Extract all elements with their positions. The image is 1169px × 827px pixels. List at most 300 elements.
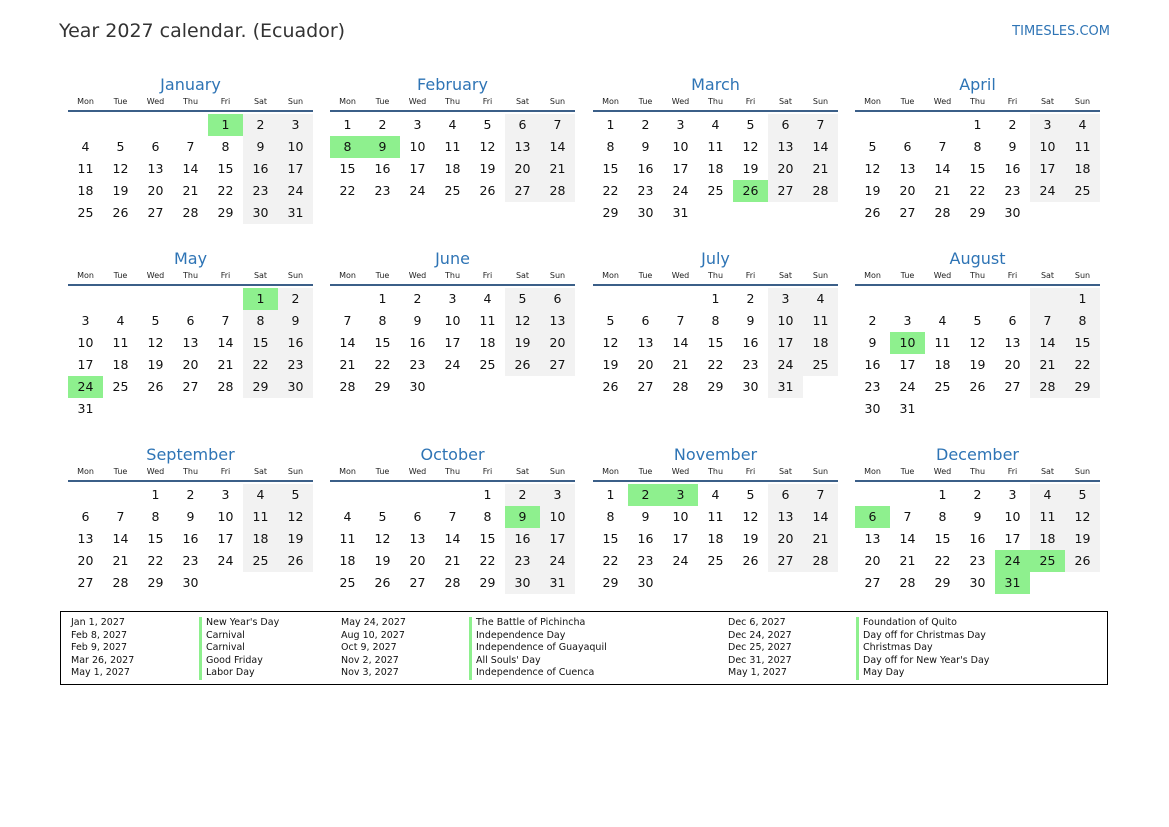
day-cell: 27 (864, 575, 881, 590)
day-cell: 7 (540, 114, 575, 136)
empty-cell (733, 572, 768, 594)
day-grid (330, 288, 575, 398)
day-cell: 29 (243, 376, 278, 398)
day-cell: 6 (855, 506, 890, 528)
empty-cell (1030, 288, 1065, 310)
day-cell: 31 (768, 376, 803, 398)
day-cell: 25 (444, 183, 461, 198)
day-cell: 19 (374, 553, 391, 568)
day-cell: 22 (1065, 354, 1100, 376)
day-cell: 31 (540, 572, 575, 594)
day-cell: 10 (1030, 136, 1065, 158)
day-cell: 8 (221, 139, 230, 154)
weekday-label: Sun (812, 271, 829, 280)
day-cell: 26 (742, 553, 759, 568)
day-cell: 16 (1004, 161, 1021, 176)
weekday-label: Sun (287, 467, 304, 476)
empty-cell (1030, 202, 1065, 224)
day-cell: 28 (803, 180, 838, 202)
weekday-header (855, 270, 1100, 286)
holiday-legend (60, 611, 1108, 685)
weekday-label: Fri (220, 97, 231, 106)
day-cell: 19 (112, 183, 129, 198)
holiday-name: Good Friday (199, 655, 263, 668)
month-may (68, 248, 313, 420)
day-cell: 24 (409, 183, 426, 198)
month-february (330, 74, 575, 202)
weekday-header (593, 466, 838, 482)
day-cell: 16 (243, 158, 278, 180)
day-cell: 6 (768, 484, 803, 506)
day-cell: 12 (742, 139, 759, 154)
weekday-label: Sun (812, 467, 829, 476)
day-cell: 5 (378, 509, 387, 524)
weekday-label: Sat (778, 271, 793, 280)
day-cell: 4 (343, 509, 352, 524)
day-cell: 14 (182, 161, 199, 176)
day-cell: 22 (602, 183, 619, 198)
weekday-label: Tue (638, 467, 653, 476)
day-cell: 1 (483, 487, 492, 502)
day-cell: 29 (969, 205, 986, 220)
day-cell: 10 (444, 313, 461, 328)
day-cell: 27 (409, 575, 426, 590)
day-cell: 3 (278, 114, 313, 136)
day-cell: 30 (864, 401, 881, 416)
holiday-date: Dec 31, 2027 (728, 654, 792, 666)
day-cell: 7 (938, 139, 947, 154)
day-cell: 14 (339, 335, 356, 350)
weekday-label: Tue (113, 271, 128, 280)
day-cell: 2 (868, 313, 877, 328)
day-cell: 14 (672, 335, 689, 350)
holiday-date: May 1, 2027 (71, 667, 130, 678)
day-cell: 17 (672, 161, 689, 176)
day-cell: 18 (1065, 158, 1100, 180)
day-cell: 10 (768, 310, 803, 332)
day-cell: 20 (768, 528, 803, 550)
day-cell: 14 (540, 136, 575, 158)
empty-cell (68, 484, 103, 506)
empty-cell (960, 398, 995, 420)
weekday-label: Sat (1040, 271, 1055, 280)
day-cell: 18 (479, 335, 496, 350)
day-cell: 9 (278, 310, 313, 332)
day-cell: 9 (243, 136, 278, 158)
month-name: January (160, 75, 221, 94)
month-name: May (173, 249, 208, 268)
weekday-label: Thu (969, 97, 986, 106)
day-cell: 20 (147, 183, 164, 198)
empty-cell (208, 288, 243, 310)
day-cell: 29 (602, 205, 619, 220)
day-cell: 23 (182, 553, 199, 568)
holiday-name: Carnival (199, 630, 245, 643)
month-march (593, 74, 838, 224)
day-cell: 31 (995, 572, 1030, 594)
day-cell: 4 (243, 484, 278, 506)
day-grid (68, 484, 313, 594)
day-cell: 15 (602, 161, 619, 176)
day-cell: 30 (278, 376, 313, 398)
weekday-label: Thu (444, 467, 461, 476)
weekday-label: Mon (864, 467, 881, 476)
empty-cell (278, 398, 313, 420)
day-cell: 19 (864, 183, 881, 198)
day-cell: 14 (934, 161, 951, 176)
day-cell: 26 (147, 379, 164, 394)
month-january (68, 74, 313, 224)
weekday-label: Thu (444, 97, 461, 106)
empty-cell (435, 376, 470, 398)
empty-cell (1065, 398, 1100, 420)
weekday-label: Thu (182, 467, 199, 476)
day-cell: 16 (637, 531, 654, 546)
day-cell: 10 (540, 506, 575, 528)
empty-cell (103, 288, 138, 310)
day-cell: 13 (768, 506, 803, 528)
day-cell: 26 (602, 379, 619, 394)
day-cell: 8 (151, 509, 160, 524)
day-cell: 29 (147, 575, 164, 590)
day-cell: 11 (803, 310, 838, 332)
day-cell: 23 (1004, 183, 1021, 198)
day-cell: 21 (182, 183, 199, 198)
holiday-row (341, 630, 607, 643)
day-cell: 11 (1065, 136, 1100, 158)
month-april (855, 74, 1100, 224)
day-cell: 20 (77, 553, 94, 568)
day-cell: 17 (409, 161, 426, 176)
day-cell: 12 (505, 310, 540, 332)
day-cell: 20 (899, 183, 916, 198)
day-cell: 10 (672, 509, 689, 524)
holiday-name: Day off for Christmas Day (856, 630, 986, 643)
month-name: August (949, 249, 1006, 268)
day-cell: 11 (479, 313, 496, 328)
day-cell: 25 (112, 379, 129, 394)
empty-cell (803, 202, 838, 224)
day-cell: 14 (217, 335, 234, 350)
day-cell: 10 (1004, 509, 1021, 524)
day-cell: 23 (243, 180, 278, 202)
holiday-date: May 24, 2027 (341, 617, 406, 628)
day-cell: 5 (746, 487, 755, 502)
day-cell: 19 (147, 357, 164, 372)
holiday-date: May 1, 2027 (728, 667, 787, 678)
day-cell: 1 (151, 487, 160, 502)
day-cell: 20 (540, 332, 575, 354)
weekday-label: Mon (602, 271, 619, 280)
day-grid (330, 114, 575, 202)
month-name: November (673, 445, 758, 464)
weekday-label: Tue (638, 97, 653, 106)
holiday-name: Labor Day (199, 667, 255, 680)
day-cell: 13 (864, 531, 881, 546)
day-cell: 15 (707, 335, 724, 350)
day-cell: 3 (221, 487, 230, 502)
month-november (593, 444, 838, 594)
weekday-label: Sun (1074, 97, 1091, 106)
weekday-header (855, 466, 1100, 482)
day-cell: 1 (343, 117, 352, 132)
empty-cell (1030, 572, 1065, 594)
day-cell: 28 (803, 550, 838, 572)
empty-cell (103, 114, 138, 136)
day-cell: 21 (1030, 354, 1065, 376)
day-cell: 21 (934, 183, 951, 198)
day-cell: 18 (803, 332, 838, 354)
day-cell: 27 (505, 180, 540, 202)
day-cell: 18 (707, 161, 724, 176)
day-cell: 18 (77, 183, 94, 198)
day-cell: 20 (768, 158, 803, 180)
day-cell: 30 (969, 575, 986, 590)
empty-cell (400, 484, 435, 506)
day-cell: 31 (672, 205, 689, 220)
holiday-name: May Day (856, 667, 904, 680)
day-cell: 8 (243, 310, 278, 332)
weekday-label: Mon (339, 271, 356, 280)
day-cell: 16 (182, 531, 199, 546)
empty-cell (330, 288, 365, 310)
day-cell: 10 (77, 335, 94, 350)
day-cell: 25 (707, 183, 724, 198)
day-cell: 11 (1030, 506, 1065, 528)
empty-cell (628, 288, 663, 310)
day-cell: 11 (339, 531, 356, 546)
day-cell: 5 (606, 313, 615, 328)
month-june (330, 248, 575, 398)
day-cell: 14 (112, 531, 129, 546)
day-cell: 24 (1030, 180, 1065, 202)
day-cell: 17 (278, 158, 313, 180)
day-cell: 15 (479, 531, 496, 546)
day-cell: 10 (672, 139, 689, 154)
day-cell: 28 (444, 575, 461, 590)
weekday-label: Sun (812, 97, 829, 106)
weekday-label: Wed (671, 97, 690, 106)
day-cell: 5 (151, 313, 160, 328)
day-cell: 26 (505, 354, 540, 376)
weekday-label: Tue (375, 97, 390, 106)
empty-cell (1065, 202, 1100, 224)
empty-cell (68, 288, 103, 310)
weekday-label: Mon (339, 97, 356, 106)
day-cell: 13 (409, 531, 426, 546)
day-cell: 17 (217, 531, 234, 546)
weekday-label: Wed (933, 97, 952, 106)
weekday-label: Fri (745, 97, 756, 106)
day-cell: 4 (81, 139, 90, 154)
day-cell: 2 (378, 117, 387, 132)
month-name: December (936, 445, 1019, 464)
day-cell: 23 (637, 183, 654, 198)
day-cell: 27 (147, 205, 164, 220)
holiday-date: Mar 26, 2027 (71, 654, 135, 666)
holiday-row (71, 667, 279, 680)
month-december (855, 444, 1100, 594)
day-cell: 15 (147, 531, 164, 546)
day-cell: 30 (505, 572, 540, 594)
day-cell: 7 (803, 114, 838, 136)
weekday-label: Sat (253, 97, 268, 106)
holiday-date: Feb 9, 2027 (71, 642, 128, 653)
day-cell: 28 (217, 379, 234, 394)
day-cell: 12 (742, 509, 759, 524)
day-cell: 26 (374, 575, 391, 590)
day-cell: 13 (505, 136, 540, 158)
day-cell: 2 (505, 484, 540, 506)
empty-cell (768, 572, 803, 594)
day-cell: 25 (803, 354, 838, 376)
day-cell: 4 (711, 487, 720, 502)
day-cell: 8 (973, 139, 982, 154)
holiday-row (341, 642, 607, 655)
day-cell: 25 (1030, 550, 1065, 572)
day-cell: 5 (1065, 484, 1100, 506)
weekday-label: Fri (1007, 467, 1018, 476)
weekday-label: Thu (707, 467, 724, 476)
day-cell: 23 (969, 553, 986, 568)
weekday-label: Wed (933, 271, 952, 280)
weekday-label: Sun (1074, 467, 1091, 476)
day-cell: 12 (1065, 506, 1100, 528)
holiday-row (71, 630, 279, 643)
empty-cell (890, 484, 925, 506)
day-cell: 25 (479, 357, 496, 372)
holiday-date: Dec 24, 2027 (728, 629, 792, 641)
day-cell: 19 (479, 161, 496, 176)
holiday-column (71, 617, 279, 680)
weekday-label: Mon (864, 271, 881, 280)
day-cell: 28 (540, 180, 575, 202)
day-cell: 12 (479, 139, 496, 154)
empty-cell (505, 376, 540, 398)
day-grid (593, 484, 838, 594)
empty-cell (663, 288, 698, 310)
weekday-label: Mon (77, 97, 94, 106)
holiday-row (71, 642, 279, 655)
day-cell: 9 (746, 313, 755, 328)
weekday-label: Sat (515, 97, 530, 106)
day-cell: 30 (1004, 205, 1021, 220)
holiday-name: The Battle of Pichincha (469, 617, 585, 630)
day-cell: 17 (444, 335, 461, 350)
day-cell: 29 (1065, 376, 1100, 398)
day-cell: 25 (77, 205, 94, 220)
empty-cell (103, 484, 138, 506)
day-cell: 9 (365, 136, 400, 158)
day-cell: 21 (803, 528, 838, 550)
empty-cell (540, 376, 575, 398)
month-name: July (701, 249, 730, 268)
day-cell: 16 (864, 357, 881, 372)
weekday-label: Sat (1040, 467, 1055, 476)
holiday-row (341, 655, 607, 668)
day-cell: 30 (637, 205, 654, 220)
day-cell: 11 (707, 509, 724, 524)
day-cell: 29 (934, 575, 951, 590)
empty-cell (925, 288, 960, 310)
day-cell: 31 (899, 401, 916, 416)
day-cell: 11 (444, 139, 461, 154)
day-cell: 2 (413, 291, 422, 306)
holiday-name: Independence Day (469, 630, 565, 643)
day-cell: 3 (413, 117, 422, 132)
day-cell: 24 (768, 354, 803, 376)
day-cell: 18 (243, 528, 278, 550)
empty-cell (960, 288, 995, 310)
day-cell: 1 (606, 487, 615, 502)
weekday-label: Sun (287, 97, 304, 106)
day-cell: 27 (540, 354, 575, 376)
day-cell: 26 (969, 379, 986, 394)
day-cell: 1 (606, 117, 615, 132)
day-cell: 2 (973, 487, 982, 502)
day-cell: 10 (217, 509, 234, 524)
weekday-label: Sat (253, 271, 268, 280)
empty-cell (138, 398, 173, 420)
site-link[interactable]: TIMESLES.COM (1012, 24, 1110, 39)
day-cell: 9 (973, 509, 982, 524)
day-cell: 2 (746, 291, 755, 306)
day-cell: 25 (1065, 180, 1100, 202)
holiday-date: Aug 10, 2027 (341, 629, 405, 641)
day-cell: 7 (448, 509, 457, 524)
weekday-label: Thu (969, 271, 986, 280)
day-cell: 6 (413, 509, 422, 524)
day-cell: 23 (409, 357, 426, 372)
day-cell: 2 (628, 484, 663, 506)
day-cell: 14 (444, 531, 461, 546)
day-cell: 6 (151, 139, 160, 154)
day-cell: 10 (409, 139, 426, 154)
day-cell: 17 (768, 332, 803, 354)
month-name: October (420, 445, 485, 464)
empty-cell (925, 398, 960, 420)
day-cell: 3 (903, 313, 912, 328)
day-cell: 19 (969, 357, 986, 372)
day-cell: 6 (186, 313, 195, 328)
day-cell: 13 (77, 531, 94, 546)
day-cell: 8 (606, 509, 615, 524)
day-cell: 12 (602, 335, 619, 350)
weekday-label: Wed (146, 467, 165, 476)
day-cell: 16 (637, 161, 654, 176)
day-cell: 21 (444, 553, 461, 568)
weekday-label: Sun (1074, 271, 1091, 280)
weekday-label: Fri (220, 467, 231, 476)
page-title: Year 2027 calendar. (Ecuador) (59, 20, 346, 42)
empty-cell (995, 398, 1030, 420)
day-cell: 3 (768, 288, 803, 310)
day-cell: 15 (1065, 332, 1100, 354)
weekday-header (330, 270, 575, 286)
day-cell: 15 (243, 332, 278, 354)
weekday-label: Mon (602, 97, 619, 106)
day-cell: 7 (221, 313, 230, 328)
day-grid (593, 114, 838, 224)
day-cell: 6 (505, 114, 540, 136)
day-cell: 24 (444, 357, 461, 372)
day-cell: 7 (343, 313, 352, 328)
day-cell: 16 (742, 335, 759, 350)
holiday-name: Day off for New Year's Day (856, 655, 989, 668)
day-cell: 7 (116, 509, 125, 524)
day-cell: 22 (374, 357, 391, 372)
weekday-label: Sat (1040, 97, 1055, 106)
